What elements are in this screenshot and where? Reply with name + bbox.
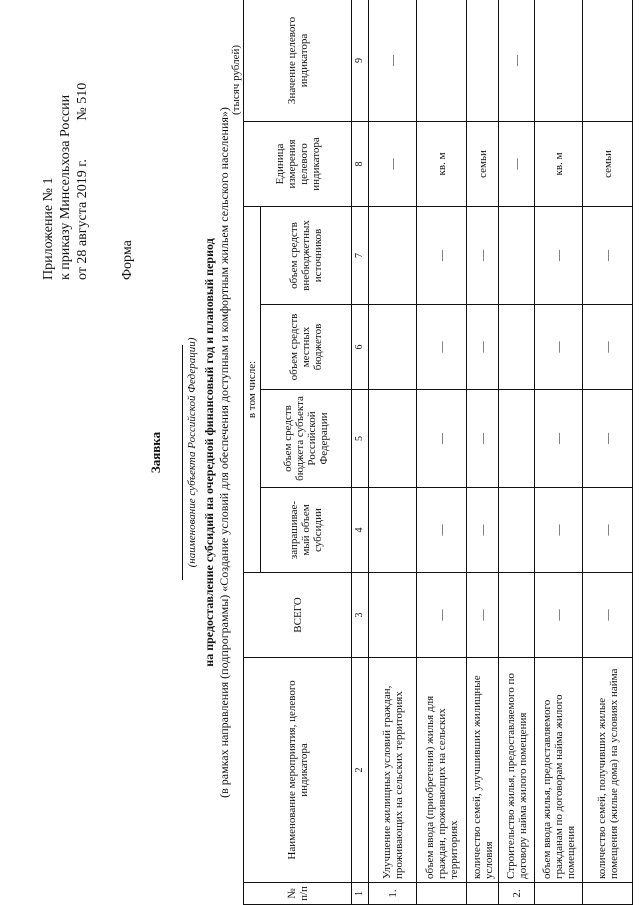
cell-num <box>583 883 633 905</box>
header-in-that-number: в том числе: <box>244 206 261 572</box>
appendix-title: Приложение № 1 <box>41 177 56 280</box>
subject-caption: (наименование субъекта Российской Федерации) <box>186 337 198 568</box>
cell-requested <box>499 488 535 573</box>
cell-value <box>535 0 583 121</box>
header-regional: объем средств бюджета субъекта Российской Федерации <box>261 390 352 488</box>
cell-unit: кв. м <box>535 121 583 206</box>
header-local: объем средств местных бюджетов <box>261 305 352 390</box>
table-row <box>369 0 417 905</box>
cell-num: 2. <box>499 883 535 905</box>
cell-total: — <box>417 573 467 658</box>
cell-total: — <box>583 573 633 658</box>
cell-name: Улучшение жилищных условий граждан, проживающих на сельских территориях <box>369 658 417 883</box>
cell-requested: — <box>417 488 467 573</box>
cell-name: объем ввода (приобретения) жилья для граждан, проживающих на сельских территориях <box>417 658 467 883</box>
cell-offbudget: — <box>467 206 499 304</box>
cell-name: количество семей, улучшивших жилищные условия <box>467 658 499 883</box>
header-num: № п/п <box>244 883 352 905</box>
table-row <box>583 0 633 905</box>
header-value: Значение целевого индикатора <box>244 0 352 121</box>
cell-requested: — <box>467 488 499 573</box>
column-number: 4 <box>352 488 369 573</box>
cell-regional: — <box>417 390 467 488</box>
cell-num: 1. <box>369 883 417 905</box>
cell-total <box>499 573 535 658</box>
cell-num <box>467 883 499 905</box>
application-table <box>243 0 633 905</box>
cell-unit: кв. м <box>417 121 467 206</box>
cell-total <box>369 573 417 658</box>
units-label: (тысяч рублей) <box>230 44 242 115</box>
cell-offbudget: — <box>535 206 583 304</box>
column-number: 8 <box>352 121 369 206</box>
cell-local <box>499 305 535 390</box>
header-offbudget: объем средств внебюджетных источников <box>261 206 352 304</box>
cell-regional <box>499 390 535 488</box>
appendix-date: от 28 августа 2019 г. <box>75 159 90 280</box>
cell-value <box>417 0 467 121</box>
cell-unit: семьи <box>467 121 499 206</box>
column-number: 9 <box>352 0 369 121</box>
table-row <box>467 0 499 905</box>
table-row <box>499 0 535 905</box>
cell-name: Строительство жилья, предоставляемого по договору найма жилого помещения <box>499 658 535 883</box>
program-line: (в рамках направления (подпрограммы) «Создание условий для обеспечения доступным и комфортным жильем сельского населения») <box>217 107 231 798</box>
cell-offbudget: — <box>583 206 633 304</box>
cell-value: — <box>499 0 535 121</box>
cell-regional <box>369 390 417 488</box>
cell-value: — <box>369 0 417 121</box>
column-number: 7 <box>352 206 369 304</box>
cell-num <box>535 883 583 905</box>
cell-unit: семьи <box>583 121 633 206</box>
cell-requested: — <box>535 488 583 573</box>
column-number: 2 <box>352 658 369 883</box>
cell-local: — <box>535 305 583 390</box>
cell-regional: — <box>583 390 633 488</box>
appendix-number: № 510 <box>75 82 90 121</box>
column-number: 6 <box>352 305 369 390</box>
cell-local: — <box>417 305 467 390</box>
subject-blank-line <box>182 345 183 580</box>
cell-regional: — <box>467 390 499 488</box>
table-row <box>417 0 467 905</box>
cell-name: количество семей, получивших жилые помещения (жилые дома) на условиях найма <box>583 658 633 883</box>
cell-value <box>583 0 633 121</box>
column-number: 5 <box>352 390 369 488</box>
cell-total: — <box>535 573 583 658</box>
column-number: 1 <box>352 883 369 905</box>
header-requested: запрашивае-мый объем субсидии <box>261 488 352 573</box>
appendix-date-line <box>74 30 91 280</box>
cell-requested: — <box>583 488 633 573</box>
cell-offbudget <box>369 206 417 304</box>
cell-offbudget <box>499 206 535 304</box>
cell-local: — <box>583 305 633 390</box>
appendix-to: к приказу Минсельхоза России <box>58 94 73 280</box>
cell-unit: — <box>369 121 417 206</box>
cell-num <box>417 883 467 905</box>
cell-local: — <box>467 305 499 390</box>
cell-value <box>467 0 499 121</box>
form-label: Форма <box>120 240 135 280</box>
cell-total: — <box>467 573 499 658</box>
column-number: 3 <box>352 573 369 658</box>
cell-offbudget: — <box>417 206 467 304</box>
cell-requested <box>369 488 417 573</box>
header-total: ВСЕГО <box>244 573 352 658</box>
cell-regional: — <box>535 390 583 488</box>
cell-name: объем ввода жилья, предоставляемого гражданам по договорам найма жилого помещения <box>535 658 583 883</box>
document-title: Заявка <box>148 431 163 474</box>
table-row <box>535 0 583 905</box>
header-unit: Единица измерения целевого индикатора <box>244 121 352 206</box>
appendix-block <box>40 30 91 280</box>
cell-unit: — <box>499 121 535 206</box>
column-number-row <box>352 0 369 905</box>
header-name: Наименование мероприятия, целевого индикатора <box>244 658 352 883</box>
cell-local <box>369 305 417 390</box>
purpose-line: на предоставление субсидий на очередной финансовый год и плановый период <box>202 238 216 667</box>
